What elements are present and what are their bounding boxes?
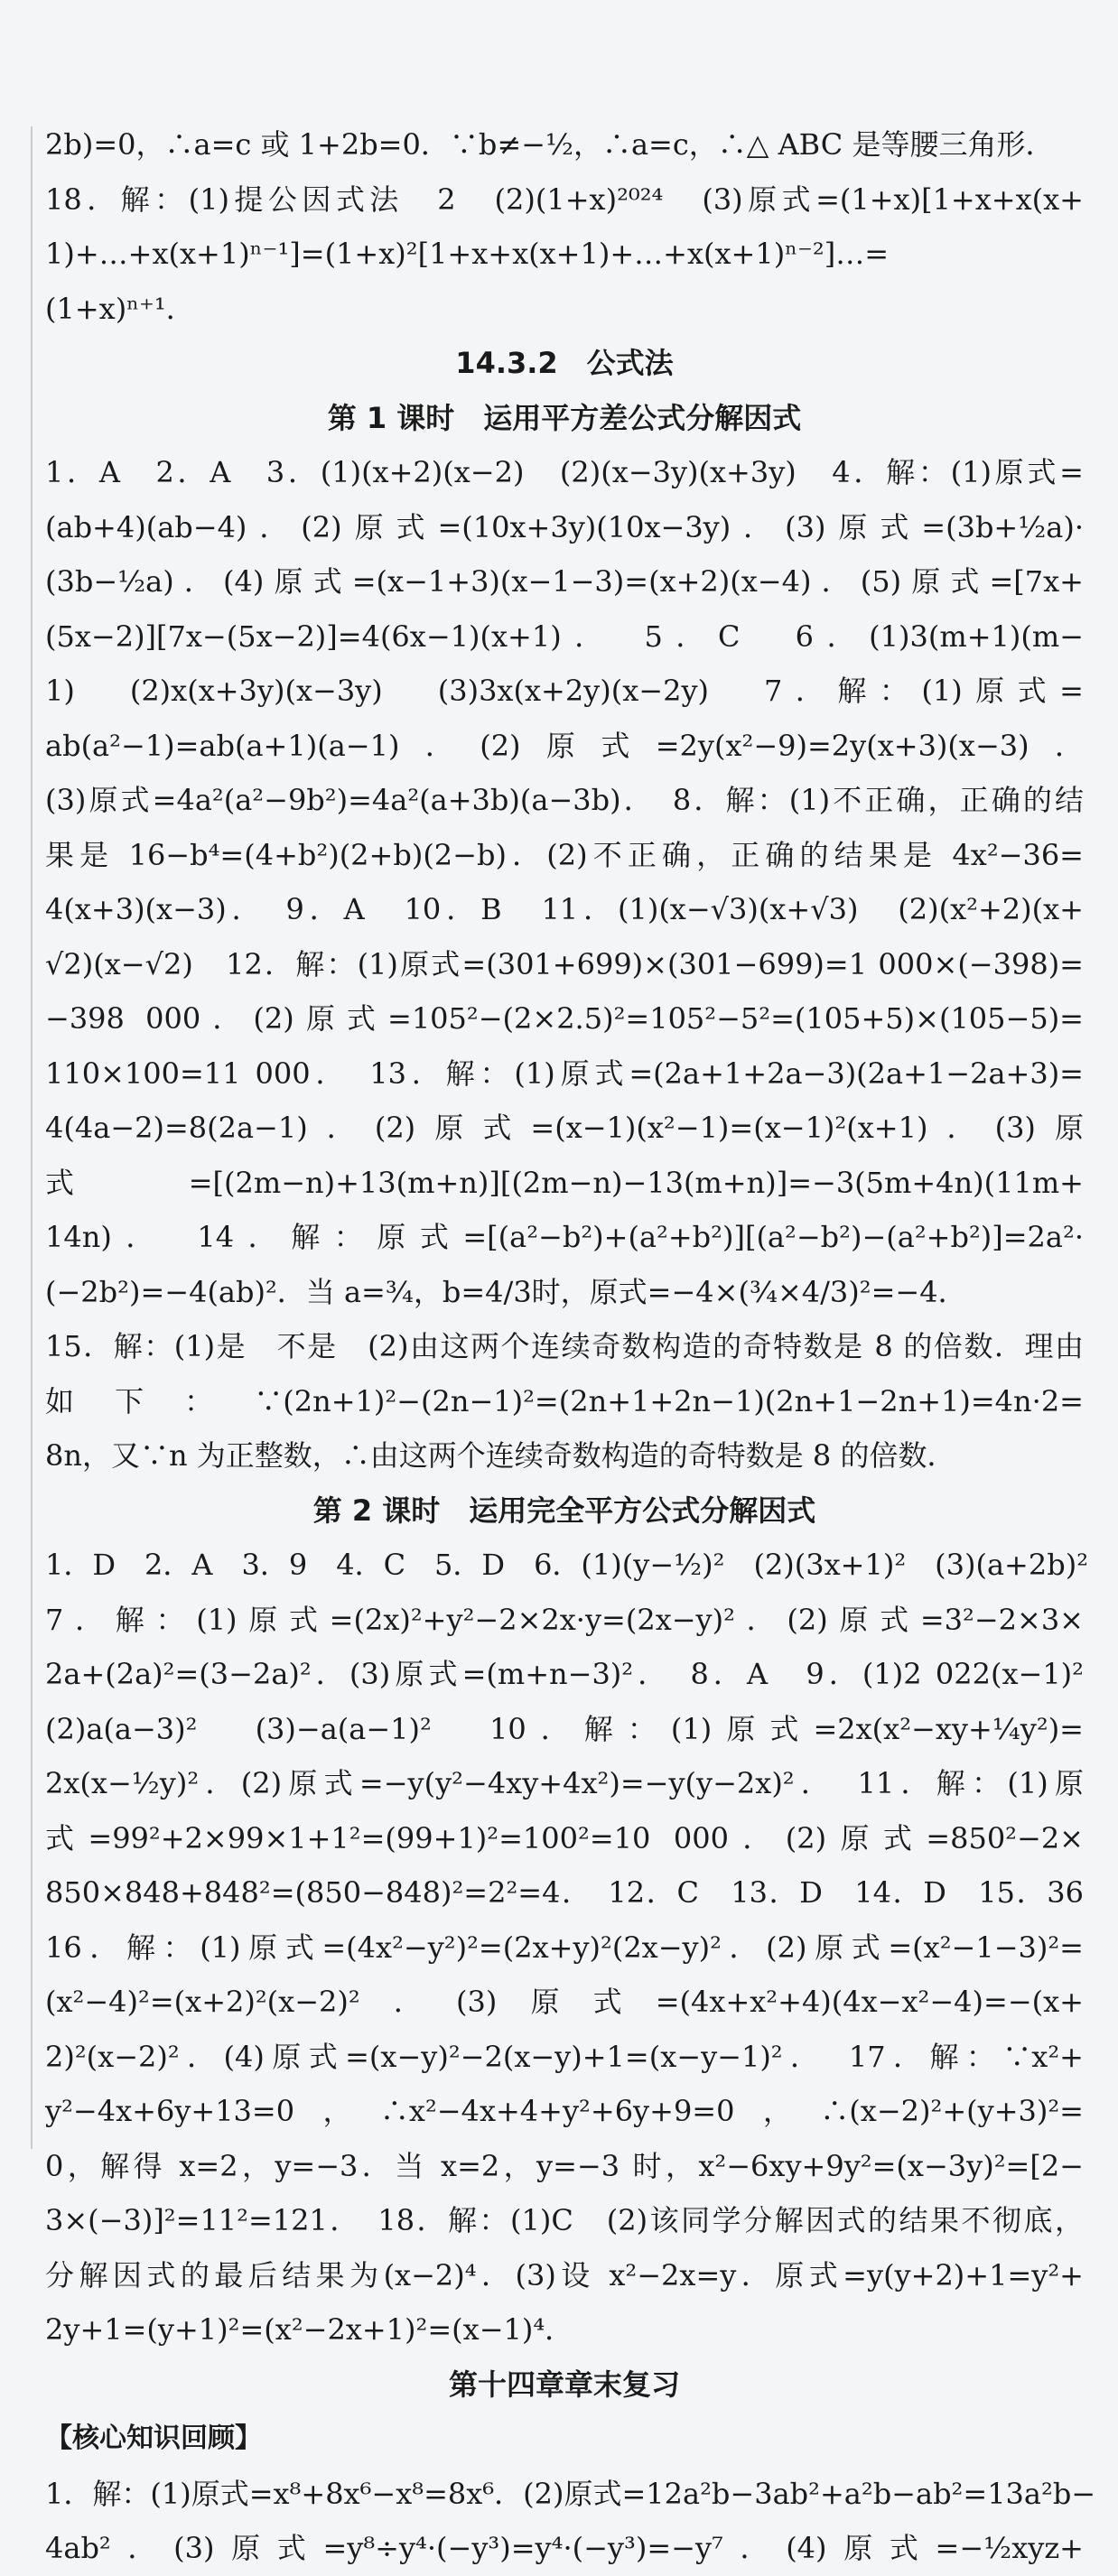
text-line: 4(4a−2)=8(2a−1)．(2)原式=(x−1)(x²−1)=(x−1)²(x+1)．(3)原 <box>45 1111 1084 1145</box>
text-line: 7．解：(1)原式=(2x)²+y²−2×2x·y=(2x−y)²．(2)原式=3²−2×3× <box>45 1602 1084 1637</box>
section-heading: 第 2 课时 运用完全平方公式分解因式 <box>312 1493 816 1528</box>
text-line: ab(a²−1)=ab(a+1)(a−1)．(2)原式=2y(x²−9)=2y(x+3)(x−3)． <box>45 728 1084 763</box>
text-line: 3×(−3)]²=11²=121． 18．解：(1)C (2)该同学分解因式的结果不彻底， <box>45 2203 1084 2237</box>
text-line: 2x(x−½y)²．(2)原式=−y(y²−4xy+4x²)=−y(y−2x)²． 11．解：(1)原 <box>45 1766 1084 1800</box>
text-line: 1)+…+x(x+1)ⁿ⁻¹]=(1+x)²[1+x+x(x+1)+…+x(x+1)ⁿ⁻²]…= <box>45 237 890 271</box>
text-line: 2b)=0，∴a=c 或 1+2b=0．∵b≠−½，∴a=c，∴△ ABC 是等腰三角形． <box>45 127 1055 162</box>
text-line: −398 000．(2)原式=105²−(2×2.5)²=105²−5²=(105+5)×(105−5)= <box>45 1001 1084 1036</box>
text-line: 8n，又∵n 为正整数，∴由这两个连续奇数构造的奇特数是 8 的倍数． <box>45 1438 956 1473</box>
text-line: 1．解：(1)原式=x⁸+8x⁶−x⁸=8x⁶．(2)原式=12a²b−3ab²+a²b−ab²=13a²b− <box>45 2476 1096 2511</box>
text-line: (3b−½a)．(4)原式=(x−1+3)(x−1−3)=(x+2)(x−4)．(5)原式=[7x+ <box>45 564 1084 599</box>
section-heading: 第 1 课时 运用平方差公式分解因式 <box>327 400 802 435</box>
text-line: 1．A 2．A 3．(1)(x+2)(x−2) (2)(x−3y)(x+3y) 4．解：(1)原式= <box>45 455 1084 489</box>
text-line: y²−4x+6y+13=0，∴x²−4x+4+y²+6y+9=0，∴(x−2)²+(y+3)²= <box>45 2094 1084 2128</box>
text-line: (x²−4)²=(x+2)²(x−2)²．(3)原式=(4x+x²+4)(4x−x²−4)=−(x+ <box>45 1985 1084 2019</box>
subsection-label: 【核心知识回顾】 <box>45 2423 262 2454</box>
text-line: √2)(x−√2) 12．解：(1)原式=(301+699)×(301−699)=1 000×(−398)= <box>45 946 1084 981</box>
text-line: 850×848+848²=(850−848)²=2²=4． 12．C 13．D 14．D 15．36 <box>45 1875 1084 1910</box>
text-line: 2y+1=(y+1)²=(x²−2x+1)²=(x−1)⁴． <box>45 2312 574 2347</box>
text-line: 1．D 2．A 3．9 4．C 5．D 6．(1)(y−½)² (2)(3x+1)² (3)(a+2b)² <box>45 1548 1089 1582</box>
section-heading: 第十四章章末复习 <box>448 2367 680 2402</box>
text-line: 2a+(2a)²=(3−2a)²．(3)原式=(m+n−3)²． 8．A 9．(1)2 022(x−1)² <box>45 1657 1084 1691</box>
text-line: 0，解得 x=2，y=−3．当 x=2，y=−3 时，x²−6xy+9y²=(x−3y)²=[2− <box>45 2148 1084 2183</box>
text-line: 18．解：(1)提公因式法 2 (2)(1+x)²⁰²⁴ (3)原式=(1+x)[1+x+x(x+ <box>45 181 1084 217</box>
text-line: 果是 16−b⁴=(4+b²)(2+b)(2−b)．(2)不正确，正确的结果是 4x²−36= <box>45 837 1084 872</box>
answer-text-body <box>45 117 1096 2576</box>
text-line: (−2b²)=−4(ab)²．当 a=¾，b=4/3时，原式=−4×(¾×4/3)²=−4． <box>45 1274 967 1309</box>
margin-rule <box>31 126 33 2149</box>
text-line: (1+x)ⁿ⁺¹． <box>45 291 195 326</box>
section-heading: 14.3.2 公式法 <box>455 346 674 380</box>
text-line: 1) (2)x(x+3y)(x−3y) (3)3x(x+2y)(x−2y) 7．解：(1)原式= <box>45 674 1084 708</box>
text-line: (3)原式=4a²(a²−9b²)=4a²(a+3b)(a−3b)． 8．解：(1)不正确，正确的结 <box>45 783 1084 817</box>
text-line: (ab+4)(ab−4)．(2)原式=(10x+3y)(10x−3y)．(3)原式=(3b+½a)· <box>45 509 1084 544</box>
text-line: 4(x+3)(x−3)． 9．A 10．B 11．(1)(x−√3)(x+√3) (2)(x²+2)(x+ <box>45 892 1084 926</box>
text-line: 如下：∵(2n+1)²−(2n−1)²=(2n+1+2n−1)(2n+1−2n+1)=4n·2= <box>45 1383 1084 1418</box>
text-line: 2)²(x−2)²．(4)原式=(x−y)²−2(x−y)+1=(x−y−1)²． 17．解：∵x²+ <box>45 2039 1084 2074</box>
text-line: (2)a(a−3)² (3)−a(a−1)² 10．解：(1)原式=2x(x²−xy+¼y²)= <box>45 1711 1084 1746</box>
text-line: (5x−2)][7x−(5x−2)]=4(6x−1)(x+1)． 5．C 6．(1)3(m+1)(m− <box>45 618 1084 654</box>
text-line: 4ab²．(3)原式=y⁸÷y⁴·(−y³)=y⁴·(−y³)=−y⁷．(4)原式=−½xyz+ <box>45 2531 1084 2565</box>
text-line: 110×100=11 000． 13．解：(1)原式=(2a+1+2a−3)(2a+1−2a+3)= <box>45 1056 1084 1091</box>
text-line: 式=[(2m−n)+13(m+n)][(2m−n)−13(m+n)]=−3(5m+4n)(11m+ <box>45 1165 1084 1200</box>
text-line: 14n)． 14．解：原式=[(a²−b²)+(a²+b²)][(a²−b²)−(a²+b²)]=2a²· <box>45 1220 1084 1254</box>
text-line: 分解因式的最后结果为(x−2)⁴．(3)设 x²−2x=y．原式=y(y+2)+1=y²+ <box>45 2257 1084 2292</box>
text-line: 式=99²+2×99×1+1²=(99+1)²=100²=10 000．(2)原式=850²−2× <box>45 1820 1084 1855</box>
text-line: 15．解：(1)是 不是 (2)由这两个连续奇数构造的奇特数是 8 的倍数．理由 <box>45 1329 1084 1363</box>
text-line: 16．解：(1)原式=(4x²−y²)²=(2x+y)²(2x−y)²．(2)原式=(x²−1−3)²= <box>45 1930 1084 1965</box>
